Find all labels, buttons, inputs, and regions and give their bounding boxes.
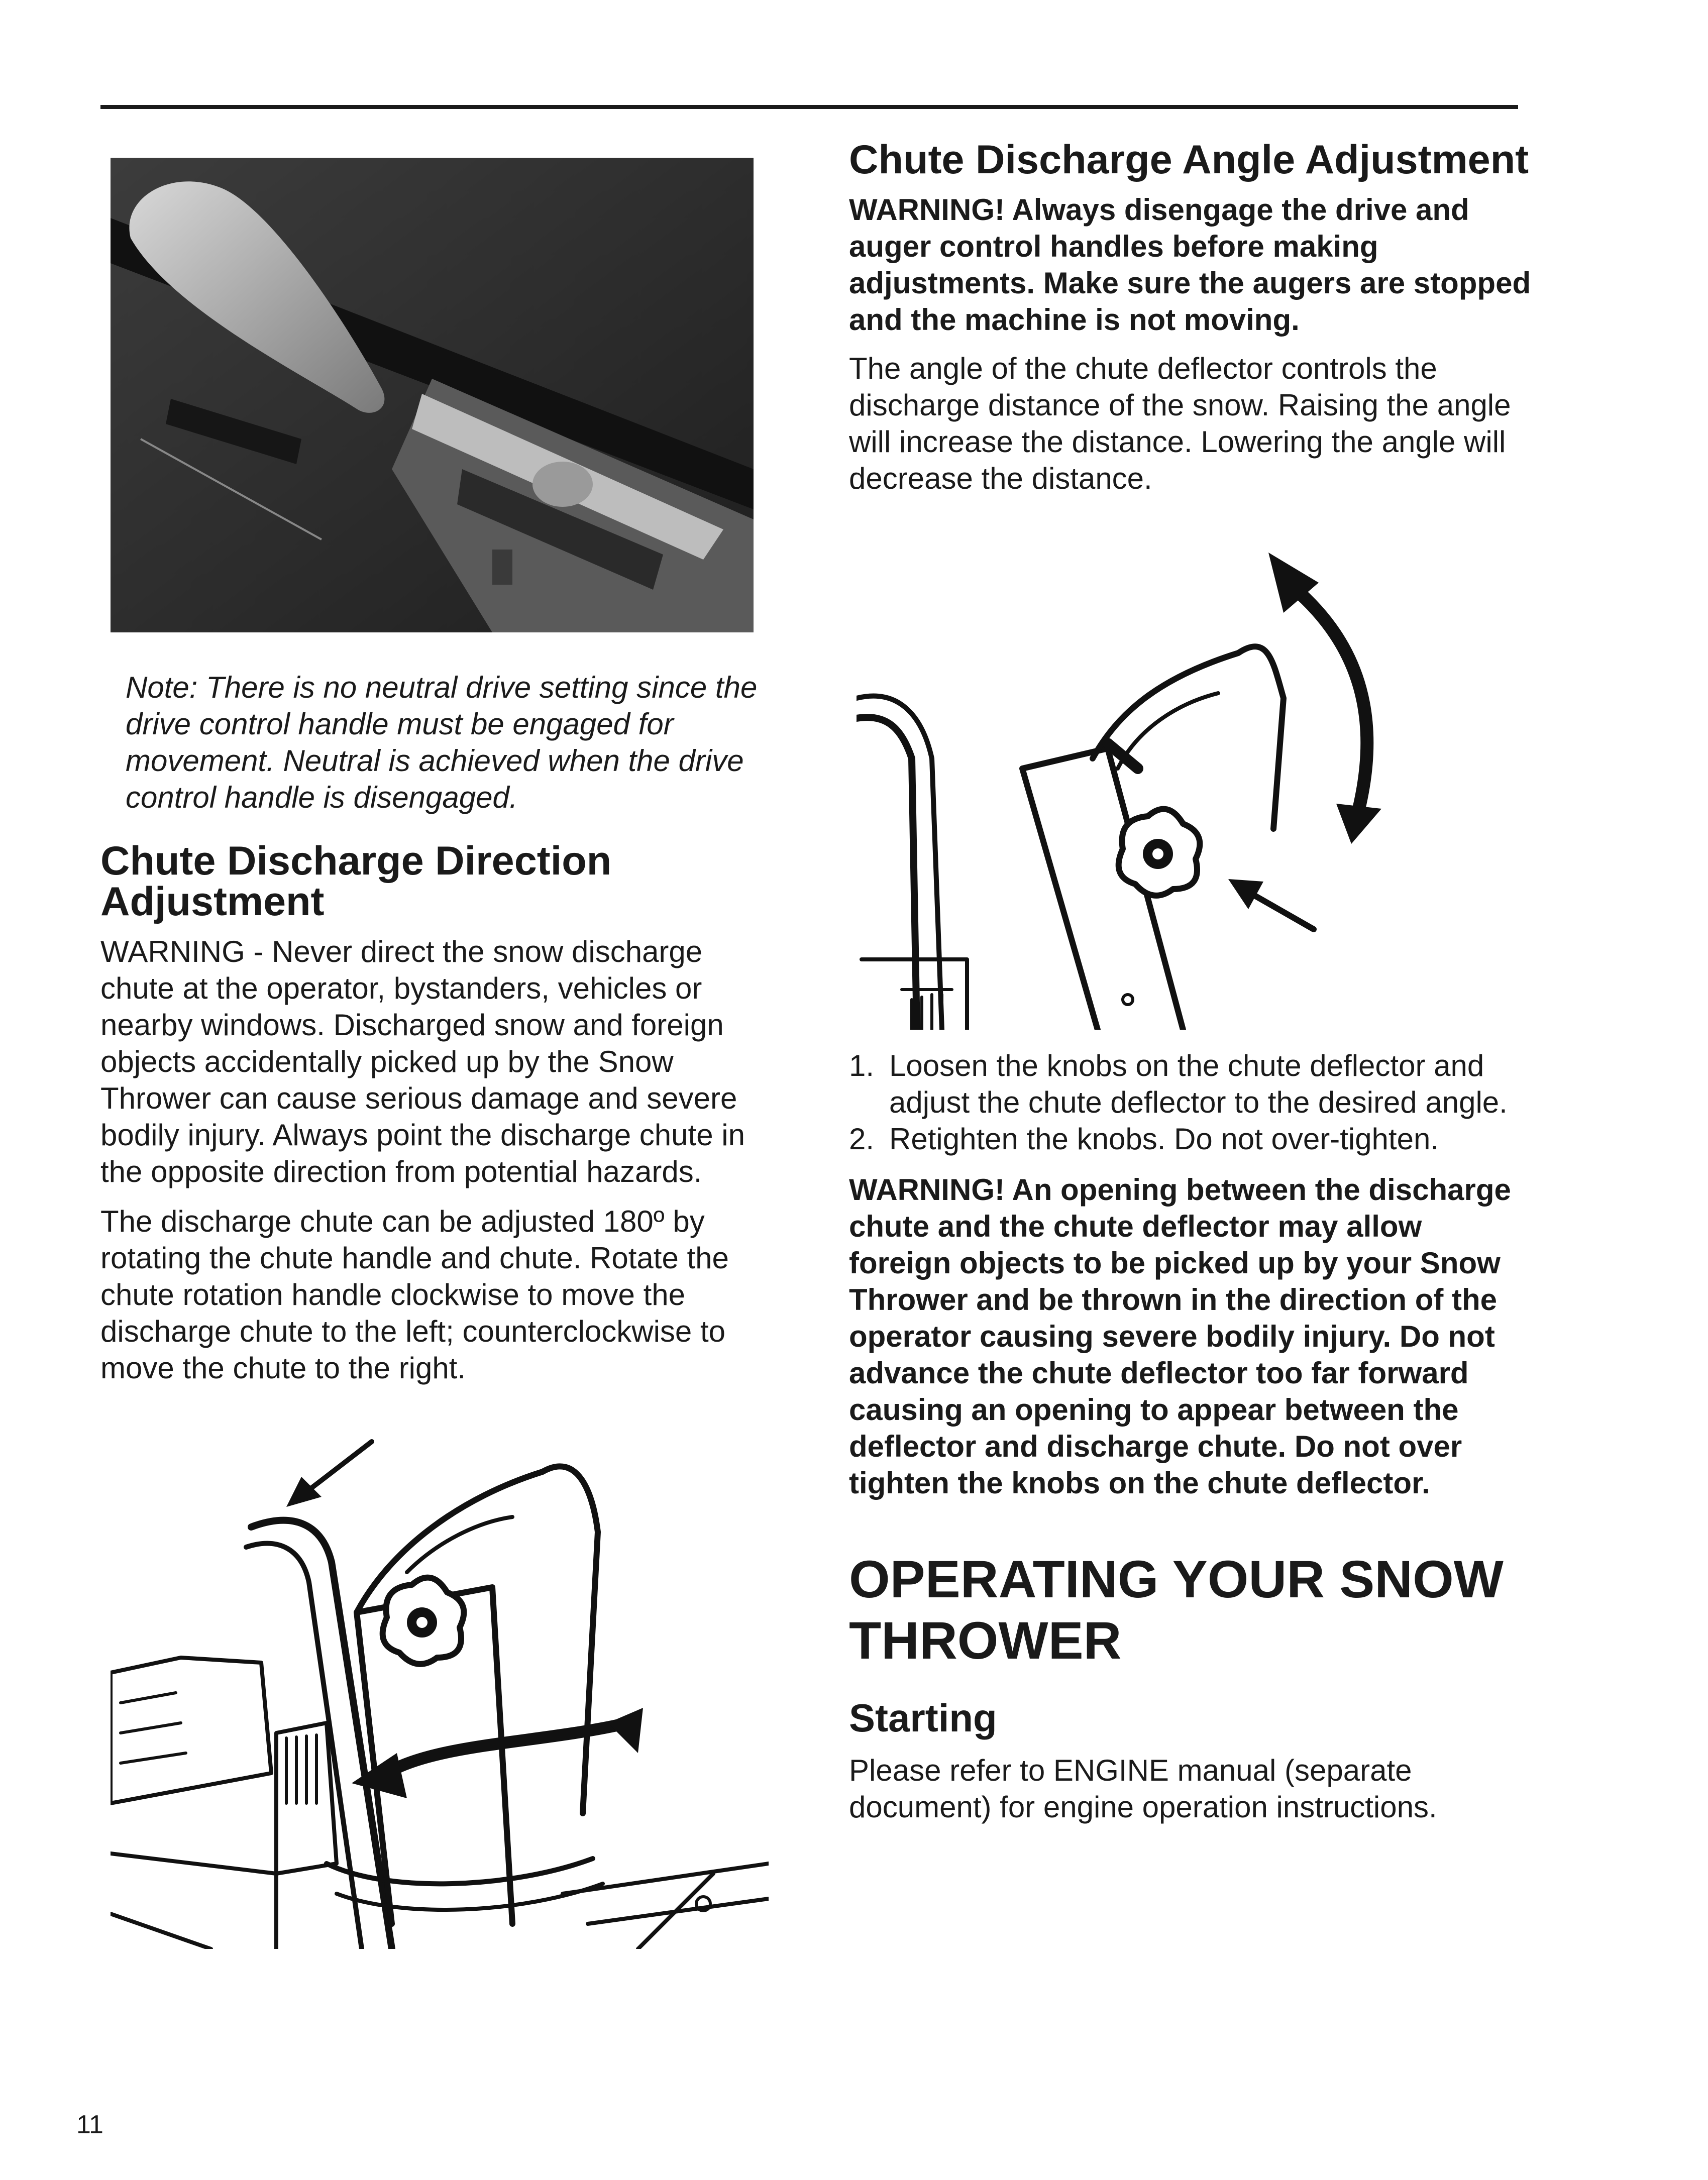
page-number: 11	[76, 2110, 103, 2139]
top-rule	[100, 105, 1518, 109]
angle-heading: Chute Discharge Angle Adjustment	[849, 137, 1529, 182]
opening-warning: WARNING! An opening between the discharge chute and the chute deflector may allow foreign objects to be picked up by your Snow Thrower and be thrown in the direction of the operator causing severe bodily injury. Do not advance the chute deflector too far forward causing an opening to appear between the deflector and discharge chute. Do not over tighten the knobs on the chute deflector.	[849, 1173, 1511, 1500]
chute-rotation-illustration	[111, 1422, 769, 1949]
neutral-note: Note: There is no neutral drive setting since the drive control handle must be engaged for movement. Neutral is achieved when the drive control handle is disengaged.	[126, 671, 758, 814]
angle-steps-section	[849, 1047, 1532, 1825]
adjustment-steps	[849, 1047, 1532, 1157]
operating-heading: OPERATING YOUR SNOW THROWER	[849, 1550, 1504, 1670]
direction-body: The discharge chute can be adjusted 180º by rotating the chute handle and chute. Rotate the chute rotation handle clockwise to move the discharge chute to the left; counterclockwise to move the chute to the right.	[100, 1205, 729, 1385]
angle-warning: WARNING! Always disengage the drive and auger control handles before making adjustments. Make sure the augers are stopped and the machine is not moving.	[849, 193, 1531, 337]
direction-heading: Chute Discharge Direction Adjustment	[100, 838, 612, 924]
drive-control-lever-photo	[111, 158, 754, 632]
direction-warning: WARNING - Never direct the snow discharge chute at the operator, bystanders, vehicles or nearby windows. Discharged snow and foreign objects accidentally picked up by the Snow Thrower can cause serious damage and severe bodily injury. Always point the discharge chute in the opposite direction from potential hazards.	[100, 935, 745, 1188]
angle-body: The angle of the chute deflector controls the discharge distance of the snow. Raising the angle will increase the distance. Lowering the angle will decrease the distance.	[849, 352, 1511, 495]
starting-heading: Starting	[849, 1696, 997, 1740]
angle-section	[849, 137, 1532, 497]
left-text-column	[100, 669, 769, 1386]
starting-body: Please refer to ENGINE manual (separate document) for engine operation instructions.	[849, 1754, 1437, 1824]
chute-deflector-angle-illustration	[857, 548, 1510, 1030]
list-item: 2. Retighten the knobs. Do not over-tighten.	[849, 1122, 1439, 1156]
list-item: 1. Loosen the knobs on the chute deflector and adjust the chute deflector to the desired angle.	[849, 1049, 1508, 1119]
